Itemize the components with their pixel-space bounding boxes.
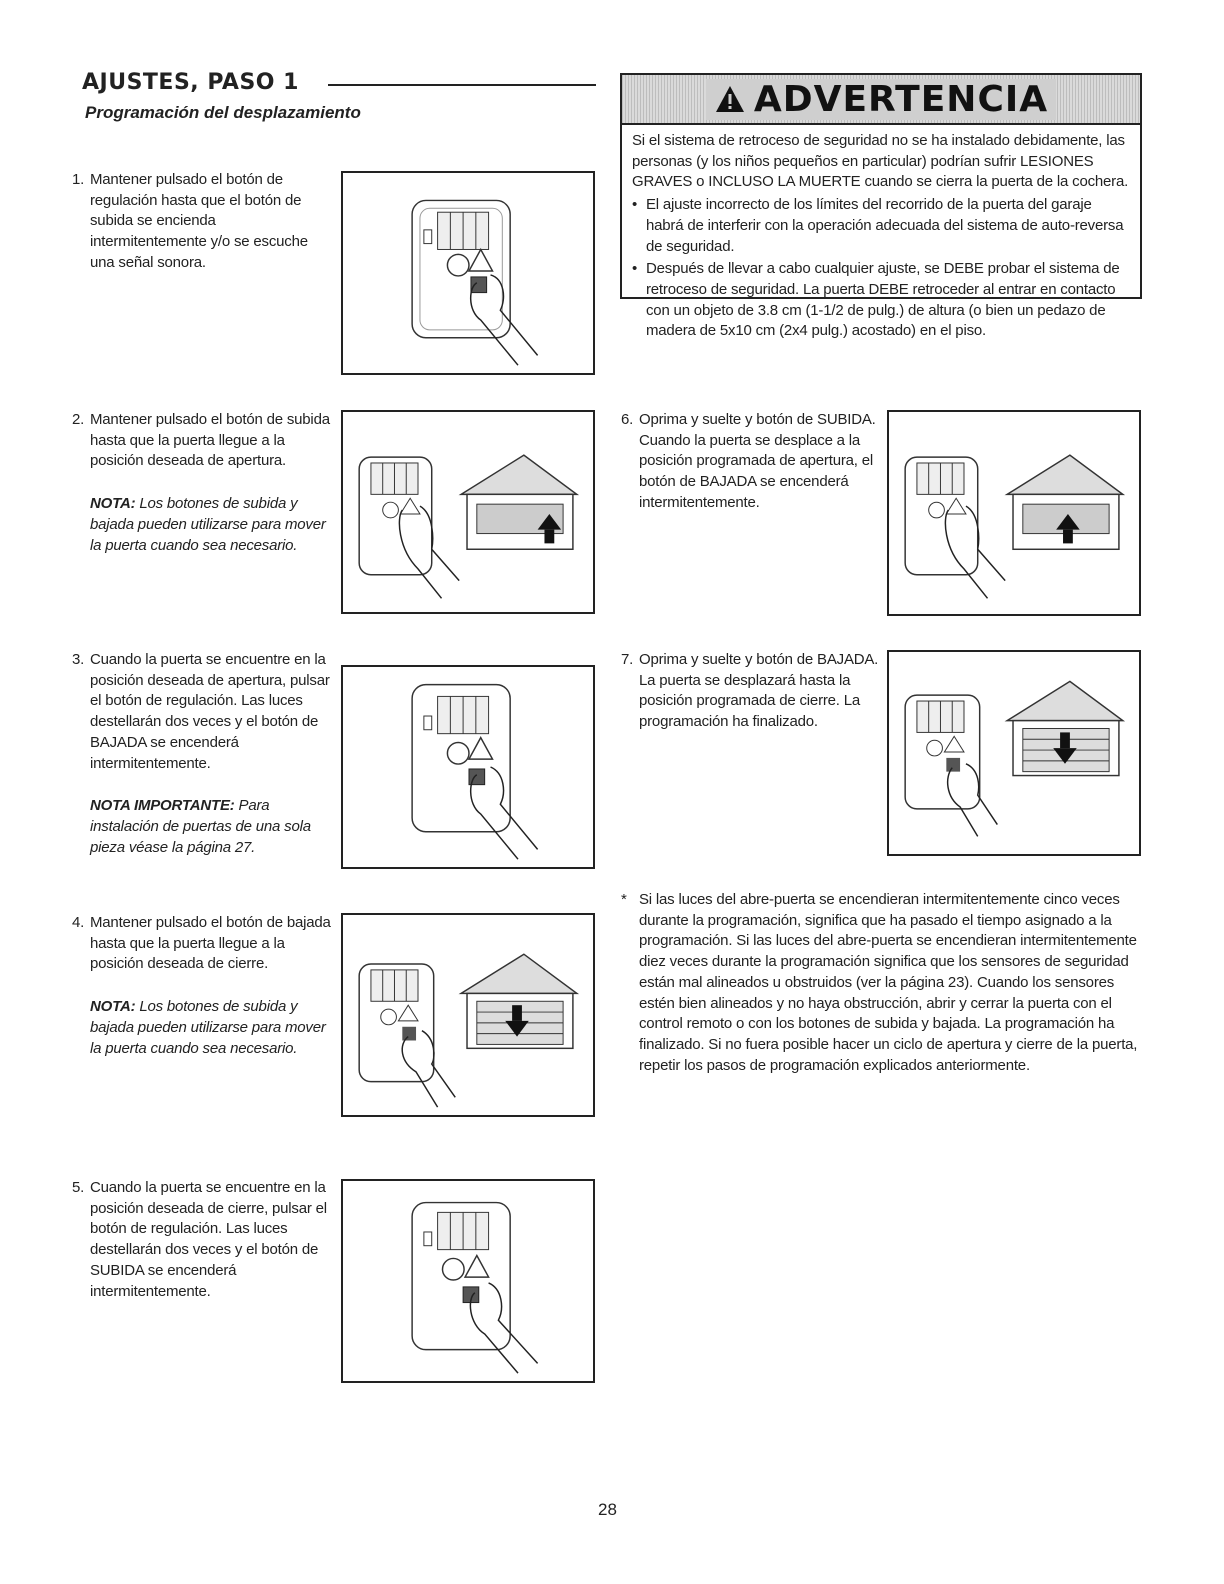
step-1-figure [341, 171, 595, 375]
step-3-note: NOTA IMPORTANTE: Para instalación de puertas de una sola pieza véase la página 27. [90, 797, 311, 856]
section-title: AJUSTES, PASO 1 [82, 70, 299, 95]
warning-body [622, 125, 1140, 342]
step-4-figure [341, 913, 595, 1117]
step-7: 7. Oprima y suelte y botón de BAJADA. La puerta se desplazará hasta la posición programada de cierre. La programación ha finalizado. [621, 651, 879, 731]
warning-box [620, 73, 1142, 340]
warning-bullet: • El ajuste incorrecto de los límites del recorrido de la puerta del garaje habrá de interferir con la operación adecuada del sistema de auto-reversa de seguridad. [632, 196, 1124, 255]
warning-header [622, 75, 1140, 125]
step-2-note: NOTA: Los botones de subida y bajada pueden utilizarse para mover la puerta cuando sea necesario. [90, 495, 326, 554]
warning-intro: Si el sistema de retroceso de seguridad no se ha instalado debidamente, las personas (y los niños pequeños en particular) podrían sufrir LESIONES GRAVES o INCLUSO LA MUERTE cuando se cierra la puerta de la cochera. [632, 132, 1129, 191]
wall-control-illustration [343, 173, 593, 373]
section-subtitle: Programación del desplazamiento [85, 103, 361, 122]
step-1: 1. Mantener pulsado el botón de regulación hasta que el botón de subida se encienda intermitentemente y/o se escuche una señal sonora. [72, 171, 308, 271]
wall-control-house-down-illustration [343, 915, 593, 1115]
step-4: 4. Mantener pulsado el botón de bajada hasta que la puerta llegue a la posición deseada de cierre. NOTA: Los botones de subida y bajada pueden utilizarse para mover la puerta cuando sea necesario. [72, 913, 334, 1059]
wall-control-house-down-illustration [889, 652, 1139, 854]
step-2-figure [341, 410, 595, 614]
footnote: * Si las luces del abre-puerta se encendieran intermitentemente cinco veces durante la programación, significa que ha pasado el tiempo asignado a la programación. Si las luces del abre-puerta se encendieran intermitentemente diez veces durante la programación significa que los sensores de seguridad están mal alineados u obstruidos (ver la página 23). Cuando los sensores estén bien alineados y no haya obstrucción, abrir y cerrar la puerta con el control remoto o con los botones de subida y bajada. La programación ha finalizado. Si no fuera posible hacer un ciclo de apertura y cierre de la puerta, repetir los pasos de programación explicados anteriormente. [621, 891, 1138, 1074]
wall-control-illustration [343, 1181, 593, 1381]
wall-control-illustration [343, 667, 593, 867]
page-number: 28 [598, 1500, 617, 1519]
step-4-note: NOTA: Los botones de subida y bajada pueden utilizarse para mover la puerta cuando sea necesario. [90, 998, 326, 1057]
warning-bullet: • Después de llevar a cabo cualquier ajuste, se DEBE probar el sistema de retroceso de seguridad. La puerta DEBE retroceder al entrar en contacto con un objeto de 3.8 cm (1-1/2 de pulg.) de altura (o bien un pedazo de madera de 5x10 cm (2x4 pulg.) acostado) en el piso. [632, 260, 1120, 340]
step-3-figure [341, 665, 595, 869]
step-5: 5. Cuando la puerta se encuentre en la posición deseada de cierre, pulsar el botón de regulación. Las luces destellarán dos veces y el botón de SUBIDA se encenderá intermitentemente. [72, 1179, 327, 1300]
step-3: 3. Cuando la puerta se encuentre en la posición deseada de apertura, pulsar el botón de regulación. Las luces destellarán dos veces y el botón de BAJADA se encenderá intermitentemente. NOTA IMPORTANTE: Para instalación de puertas de una sola pieza véase la página 27. [72, 650, 334, 858]
warning-title: ADVERTENCIA [753, 78, 1049, 120]
step-6-figure [887, 410, 1141, 616]
step-5-figure [341, 1179, 595, 1383]
title-rule [328, 84, 596, 86]
warning-triangle-icon [714, 84, 746, 114]
step-7-figure [887, 650, 1141, 856]
wall-control-house-up-illustration [889, 412, 1139, 614]
wall-control-house-up-illustration [343, 412, 593, 612]
step-6: 6. Oprima y suelte y botón de SUBIDA. Cuando la puerta se desplace a la posición programada de apertura, el botón de BAJADA se encenderá intermitentemente. [621, 411, 876, 511]
step-2: 2. Mantener pulsado el botón de subida hasta que la puerta llegue a la posición deseada de apertura. NOTA: Los botones de subida y bajada pueden utilizarse para mover la puerta cuando sea necesario. [72, 410, 334, 556]
